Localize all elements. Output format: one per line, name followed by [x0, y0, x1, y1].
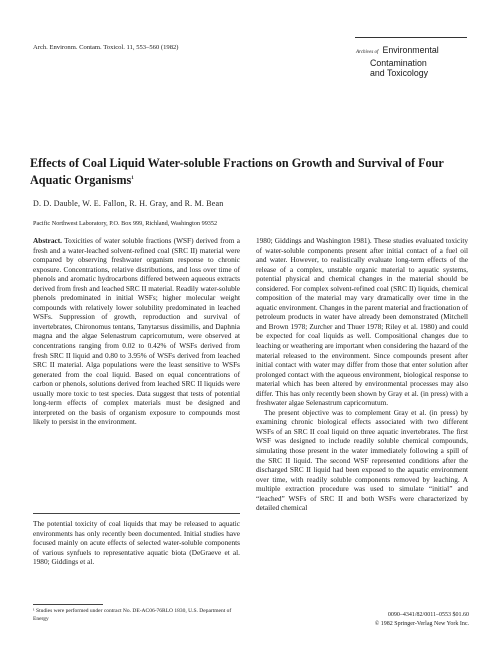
journal-logo: [356, 40, 468, 78]
footnote: ¹ Studies were performed under contract No. DE-AC06-76RLO 1830, U.S. Department of Energy: [33, 608, 232, 622]
authors: D. D. Dauble, W. E. Fallon, R. H. Gray, and R. M. Bean: [33, 199, 224, 208]
introduction-text: The potential toxicity of coal liquids that may be released to aquatic environments has only recently been documented. Initial studies have focused mainly on acute effects of selected water-soluble components of various synfuels to representative aquatic biota (DeGraeve et al. 1980; Giddings et al.: [33, 519, 240, 567]
affiliation: Pacific Northwest Laboratory, P.O. Box 999, Richland, Washington 99352: [33, 220, 218, 227]
journal-line-2: Contamination: [370, 58, 427, 68]
journal-line-3: and Toxicology: [370, 68, 429, 78]
journal-prefix: Archives of: [356, 50, 379, 55]
abstract-divider: [33, 513, 240, 514]
issn-code: 0090–4341/82/0011–0553 $01.60: [387, 612, 469, 618]
right-column: [256, 236, 468, 513]
title-footnote-mark: 1: [131, 176, 134, 181]
copyright-line: © 1982 Springer-Verlag New York Inc.: [374, 621, 469, 627]
footnote-rule: [33, 604, 103, 605]
abstract: [33, 236, 240, 427]
abstract-label: Abstract.: [33, 236, 62, 245]
journal-citation: Arch. Environm. Contam. Toxicol. 11, 553–560 (1982): [33, 44, 179, 51]
publication-codes: [335, 611, 469, 629]
article-title: [30, 156, 460, 188]
journal-logo-rule: [355, 37, 467, 38]
article-title-text: Effects of Coal Liquid Water-soluble Fractions on Growth and Survival of Four Aquatic Organisms: [30, 156, 444, 188]
abstract-text: Toxicities of water soluble fractions (WSF) derived from a fresh and a water-leached solvent-refined coal (SRC II) material were compared by observing freshwater organism response to chronic exposure. Concentrations, relative distributions, and loss over time of phenols and aromatic hydrocarbons differed between aqueous extracts derived from fresh and leached SRC II material. Readily water-soluble phenols predominated in initial WSFs; higher molecular weight compounds with relatively lower solubility predominated in leached WSFs. Suppression of growth, reproduction and survival of invertebrates, Chironomus tentans, Tanytarsus dissimilis, and Daphnia magna and the algae Selenastrum capricornutum, were observed at concentrations ranging from 0.02 to 0.42% of WSFs derived from fresh SRC II liquid and 0.80 to 3.95% of WSFs derived from leached SRC II material. Alga populations were the least sensitive to WSFs generated from the coal liquid. Based on equal concentrations of carbon or phenols, solutions derived from leached SRC II liquids were usually more toxic to test species. Data suggest that tests of potential long-term effects of complex materials must be designed and interpreted on the basis of organism exposure to compounds most likely to persist in the environment.: [33, 236, 240, 427]
journal-line-1: Environmental: [382, 45, 439, 55]
right-paragraph-2: The present objective was to complement Gray et al. (in press) by examining chronic biological effects associated with two different WSFs of an SRC II coal liquid on three aquatic invertebrates. The first WSF was designed to include readily soluble chemical compounds, simulating those present in the water immediately following a spill of the SRC II liquid. The second WSF represented conditions after the discharged SRC II liquid had been exposed to the aquatic environment over time, with readily soluble components removed by leaching. A multiple extraction procedure was used to simulate “initial” and “leached” WSFs of SRC II and both WSFs were characterized by detailed chemical: [256, 407, 468, 513]
right-paragraph-1: 1980; Giddings and Washington 1981). These studies evaluated toxicity of water-soluble components present after initial contact of a fuel oil and water. However, to realistically evaluate long-term effects of the release of a complex, unstable organic material to aquatic systems, potential physical and chemical changes in the material should be considered. For complex solvent-refined coal (SRC II) liquids, chemical composition of the material may vary dramatically over time in the aquatic environment. Changes in the parent material and fractionation of petroleum products in water have already been demonstrated (Mitchell and Brown 1978; Zurcher and Thuer 1978; Riley et al. 1980) and could be expected for coal liquids as well. Compositional changes due to leaching or weathering are important when considering the hazard of the material released to the environment. Since compounds present after initial contact with water may differ from those that enter solution after prolonged contact with the aqueous environment, biological response to material which has been altered by environmental processes may also differ. This has only recently been shown by Gray et al. (in press) with a freshwater algae Selenastrum capricornutum.: [256, 236, 468, 408]
